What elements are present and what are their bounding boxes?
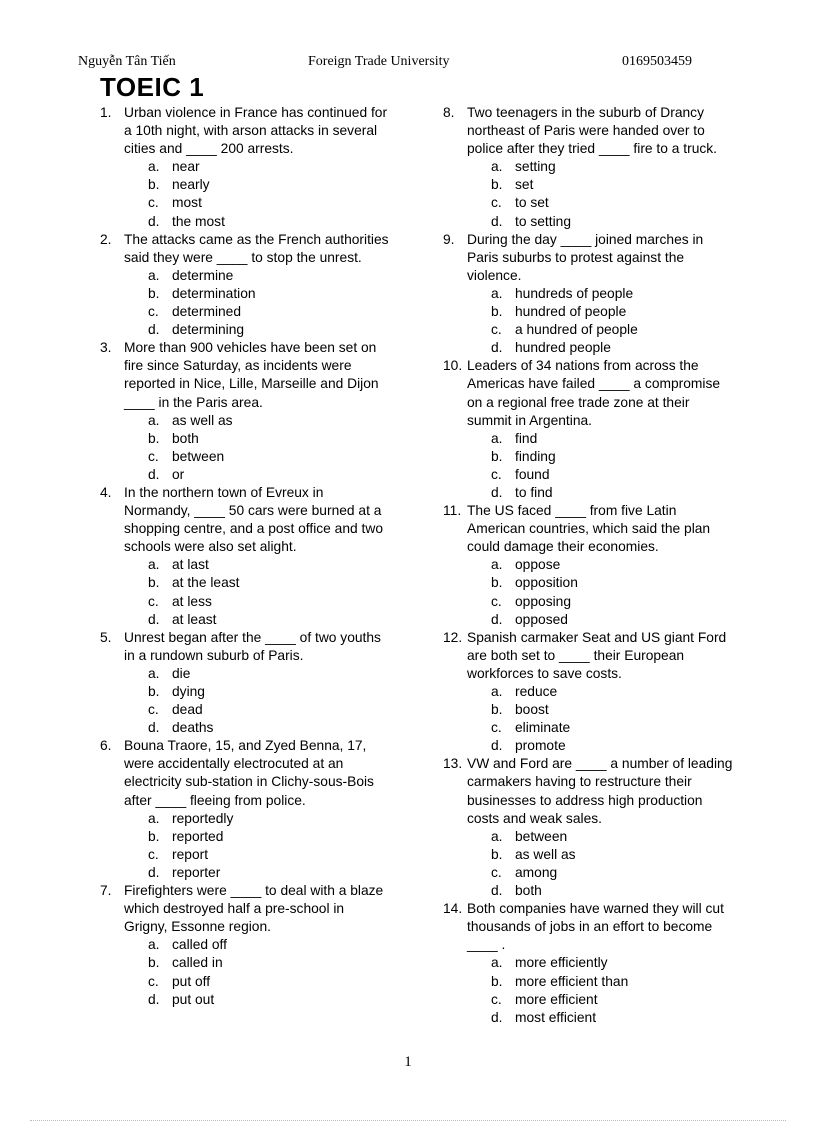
option-letter: d.	[148, 213, 160, 229]
option-text: nearly	[172, 177, 210, 193]
answer-option	[148, 303, 390, 321]
answer-option	[491, 611, 733, 629]
option-letter: d.	[491, 340, 503, 356]
option-text: hundred of people	[515, 304, 627, 320]
option-letter: c.	[491, 991, 502, 1007]
option-text: promote	[515, 738, 566, 754]
question-text: Urban violence in France has continued for a 10th night, with arson attacks in several cities and ____ 200 arrests.	[124, 105, 388, 157]
option-text: to find	[515, 484, 553, 500]
option-letter: c.	[491, 466, 502, 482]
option-letter: d.	[148, 322, 160, 338]
option-letter: a.	[491, 828, 503, 844]
answer-option	[148, 810, 390, 828]
option-text: more efficient	[515, 991, 598, 1007]
option-letter: a.	[491, 955, 503, 971]
option-letter: c.	[148, 702, 159, 718]
question-number: 8.	[443, 105, 455, 120]
answer-options	[467, 954, 733, 1026]
option-letter: b.	[491, 177, 503, 193]
answer-option	[148, 158, 390, 176]
answer-options	[124, 936, 390, 1008]
question	[100, 484, 390, 629]
question	[100, 339, 390, 484]
answer-options	[124, 556, 390, 628]
option-letter: d.	[491, 213, 503, 229]
option-letter: a.	[491, 159, 503, 175]
option-text: opposition	[515, 575, 578, 591]
option-letter: c.	[148, 593, 159, 609]
option-letter: a.	[148, 267, 160, 283]
option-letter: c.	[491, 195, 502, 211]
question-number: 3.	[100, 340, 112, 356]
answer-option	[491, 339, 733, 357]
answer-option	[148, 665, 390, 683]
answer-option	[148, 701, 390, 719]
question-text: The US faced ____ from five Latin American countries, which said the plan could damage their economies.	[467, 503, 711, 555]
answer-option	[491, 701, 733, 719]
page-number: 1	[404, 1054, 412, 1070]
option-letter: c.	[491, 593, 502, 609]
option-letter: a.	[148, 665, 160, 681]
option-text: hundred people	[515, 340, 611, 356]
option-letter: c.	[148, 846, 159, 862]
answer-option	[491, 158, 733, 176]
question	[443, 357, 733, 502]
answer-option	[491, 954, 733, 972]
question	[443, 104, 733, 231]
option-letter: a.	[148, 937, 160, 953]
option-text: reportedly	[172, 810, 234, 826]
question	[100, 231, 390, 340]
option-letter: d.	[491, 1009, 503, 1025]
option-letter: d.	[491, 484, 503, 500]
answer-option	[148, 466, 390, 484]
option-text: dead	[172, 702, 203, 718]
option-letter: b.	[491, 973, 503, 989]
answer-option	[148, 611, 390, 629]
answer-option	[491, 991, 733, 1009]
option-text: most efficient	[515, 1009, 597, 1025]
option-text: oppose	[515, 557, 561, 573]
answer-option	[148, 285, 390, 303]
option-text: deaths	[172, 720, 214, 736]
answer-options	[467, 556, 733, 628]
option-letter: d.	[148, 720, 160, 736]
option-letter: d.	[148, 991, 160, 1007]
option-letter: a.	[491, 285, 503, 301]
option-letter: b.	[491, 304, 503, 320]
question-number: 5.	[100, 629, 112, 645]
option-text: both	[515, 883, 542, 899]
answer-option	[148, 683, 390, 701]
question-number: 14.	[443, 901, 463, 917]
question-text: Two teenagers in the suburb of Drancy northeast of Paris were handed over to police after they tried ____ fire to a truck.	[467, 105, 718, 157]
right-question-column	[443, 104, 733, 1027]
question-text: The attacks came as the French authorities said they were ____ to stop the unrest.	[124, 231, 389, 265]
option-letter: b.	[148, 955, 160, 971]
option-letter: b.	[491, 448, 503, 464]
answer-option	[491, 176, 733, 194]
question	[100, 104, 390, 231]
answer-option	[148, 267, 390, 285]
question-number: 10.	[443, 358, 463, 374]
option-text: between	[515, 828, 568, 844]
answer-option	[148, 936, 390, 954]
author-name: Nguyễn Tân Tiến	[78, 54, 176, 69]
answer-option	[491, 973, 733, 991]
option-text: finding	[515, 448, 556, 464]
option-text: among	[515, 864, 558, 880]
option-letter: b.	[491, 846, 503, 862]
answer-option	[491, 194, 733, 212]
option-letter: b.	[148, 828, 160, 844]
question	[443, 502, 733, 629]
question-number: 9.	[443, 231, 455, 247]
answer-option	[491, 593, 733, 611]
option-text: to set	[515, 195, 549, 211]
option-text: boost	[515, 702, 549, 718]
question	[443, 231, 733, 358]
option-text: as well as	[515, 846, 576, 862]
option-text: more efficient than	[515, 973, 629, 989]
phone-number: 0169503459	[622, 54, 692, 69]
option-letter: b.	[148, 430, 160, 446]
question-text: In the northern town of Evreux in Normandy, ____ 50 cars were burned at a shopping centre, and a post office and two schools were also set alight.	[124, 484, 384, 555]
answer-option	[148, 593, 390, 611]
answer-option	[491, 719, 733, 737]
option-text: determined	[172, 304, 242, 320]
option-letter: c.	[148, 195, 159, 211]
option-letter: c.	[491, 864, 502, 880]
option-text: dying	[172, 684, 205, 699]
option-text: at last	[172, 557, 209, 573]
option-text: opposed	[515, 611, 568, 627]
question-text: Unrest began after the ____ of two youths in a rundown suburb of Paris.	[124, 629, 381, 663]
option-text: near	[172, 159, 200, 175]
answer-option	[491, 466, 733, 484]
question-number: 7.	[100, 883, 112, 899]
question-number: 1.	[100, 105, 112, 120]
answer-options	[124, 665, 390, 737]
question	[443, 755, 733, 900]
option-letter: a.	[148, 557, 160, 573]
option-letter: a.	[491, 557, 503, 573]
answer-option	[148, 448, 390, 466]
option-text: or	[172, 466, 185, 482]
option-text: set	[515, 177, 534, 193]
answer-options	[124, 158, 390, 230]
answer-options	[467, 828, 733, 900]
answer-option	[491, 828, 733, 846]
answer-option	[491, 303, 733, 321]
question	[100, 737, 390, 882]
question-text: Firefighters were ____ to deal with a blaze which destroyed half a pre-school in Grigny, Essonne region.	[124, 883, 384, 935]
answer-option	[491, 1009, 733, 1027]
answer-option	[148, 574, 390, 592]
answer-option	[491, 484, 733, 502]
option-letter: d.	[148, 864, 160, 880]
option-text: more efficiently	[515, 955, 608, 971]
option-text: called in	[172, 955, 223, 971]
option-letter: d.	[148, 466, 160, 482]
option-text: hundreds of people	[515, 285, 634, 301]
option-text: at least	[172, 611, 217, 627]
answer-option	[148, 828, 390, 846]
answer-option	[148, 864, 390, 882]
answer-option	[148, 412, 390, 430]
question-text: Both companies have warned they will cut thousands of jobs in an effort to become ____ .	[467, 901, 724, 953]
question-text: More than 900 vehicles have been set on fire since Saturday, as incidents were reported in Nice, Lille, Marseille and Dijon ____ in the Paris area.	[124, 340, 379, 410]
left-question-column	[100, 104, 390, 1009]
document-title: TOEIC 1	[100, 72, 205, 102]
answer-options	[467, 683, 733, 755]
option-letter: c.	[148, 304, 159, 320]
option-text: die	[172, 665, 191, 681]
question-number: 4.	[100, 484, 112, 500]
question-text: During the day ____ joined marches in Paris suburbs to protest against the violence.	[467, 231, 704, 283]
page-bottom-rule	[30, 1120, 786, 1121]
answer-option	[148, 213, 390, 231]
option-text: report	[172, 846, 209, 862]
option-letter: b.	[148, 177, 160, 193]
option-text: reporter	[172, 864, 221, 880]
page-header	[78, 54, 718, 74]
answer-option	[491, 213, 733, 231]
answer-option	[148, 991, 390, 1009]
option-letter: b.	[491, 702, 503, 718]
answer-option	[148, 973, 390, 991]
option-letter: a.	[148, 159, 160, 175]
option-letter: d.	[148, 611, 160, 627]
question	[443, 900, 733, 1027]
option-text: reported	[172, 828, 224, 844]
option-text: put off	[172, 973, 211, 989]
answer-option	[491, 882, 733, 900]
option-letter: a.	[148, 412, 160, 428]
option-letter: d.	[491, 883, 503, 899]
option-letter: d.	[491, 611, 503, 627]
option-text: found	[515, 466, 550, 482]
question-number: 6.	[100, 738, 112, 754]
option-text: put out	[172, 991, 215, 1007]
answer-option	[148, 430, 390, 448]
option-text: most	[172, 195, 202, 211]
question-text: VW and Ford are ____ a number of leading carmakers having to restructure their businesses to address high production costs and weak sales.	[467, 756, 733, 826]
answer-options	[467, 158, 733, 230]
option-text: a hundred of people	[515, 322, 638, 338]
option-letter: b.	[148, 575, 160, 591]
answer-option	[491, 556, 733, 574]
answer-option	[148, 194, 390, 212]
option-text: determine	[172, 267, 234, 283]
option-text: as well as	[172, 412, 233, 428]
option-text: reduce	[515, 684, 558, 699]
option-text: determining	[172, 322, 245, 338]
question	[100, 882, 390, 1009]
answer-option	[148, 176, 390, 194]
option-text: setting	[515, 159, 556, 175]
answer-option	[491, 430, 733, 448]
option-letter: d.	[491, 738, 503, 754]
answer-option	[148, 846, 390, 864]
option-text: determination	[172, 285, 256, 301]
option-letter: c.	[491, 322, 502, 338]
answer-options	[124, 810, 390, 882]
option-text: both	[172, 430, 199, 446]
answer-option	[148, 954, 390, 972]
option-text: called off	[172, 937, 227, 953]
option-letter: c.	[491, 720, 502, 736]
answer-option	[148, 556, 390, 574]
option-text: eliminate	[515, 720, 571, 736]
answer-option	[491, 574, 733, 592]
option-text: opposing	[515, 593, 572, 609]
answer-option	[491, 683, 733, 701]
answer-option	[148, 321, 390, 339]
question-text: Bouna Traore, 15, and Zyed Benna, 17, were accidentally electrocuted at an electricity sub-station in Clichy-sous-Bois after ____ fleeing from police.	[124, 738, 374, 808]
answer-option	[491, 864, 733, 882]
option-text: between	[172, 448, 225, 464]
option-text: find	[515, 430, 538, 446]
answer-option	[491, 737, 733, 755]
answer-options	[467, 285, 733, 357]
answer-options	[467, 430, 733, 502]
answer-option	[148, 719, 390, 737]
option-letter: b.	[148, 684, 160, 699]
question-number: 13.	[443, 756, 463, 772]
option-text: at less	[172, 593, 212, 609]
option-letter: c.	[148, 448, 159, 464]
question-number: 2.	[100, 231, 112, 247]
option-letter: c.	[148, 973, 159, 989]
option-text: the most	[172, 213, 225, 229]
university-name: Foreign Trade University	[308, 54, 450, 69]
option-letter: a.	[148, 810, 160, 826]
answer-option	[491, 448, 733, 466]
option-letter: a.	[491, 684, 503, 699]
question-text: Leaders of 34 nations from across the Americas have failed ____ a compromise on a regional free trade zone at their summit in Argentina.	[467, 358, 721, 428]
question-number: 12.	[443, 629, 463, 645]
answer-option	[491, 285, 733, 303]
answer-option	[491, 321, 733, 339]
option-text: to setting	[515, 213, 571, 229]
question-text: Spanish carmaker Seat and US giant Ford are both set to ____ their European workforces to save costs.	[467, 629, 727, 681]
answer-options	[124, 412, 390, 484]
option-text: at the least	[172, 575, 240, 591]
answer-option	[491, 846, 733, 864]
answer-options	[124, 267, 390, 339]
question	[443, 629, 733, 756]
question	[100, 629, 390, 738]
option-letter: b.	[491, 575, 503, 591]
option-letter: b.	[148, 285, 160, 301]
option-letter: a.	[491, 430, 503, 446]
question-number: 11.	[443, 503, 462, 519]
